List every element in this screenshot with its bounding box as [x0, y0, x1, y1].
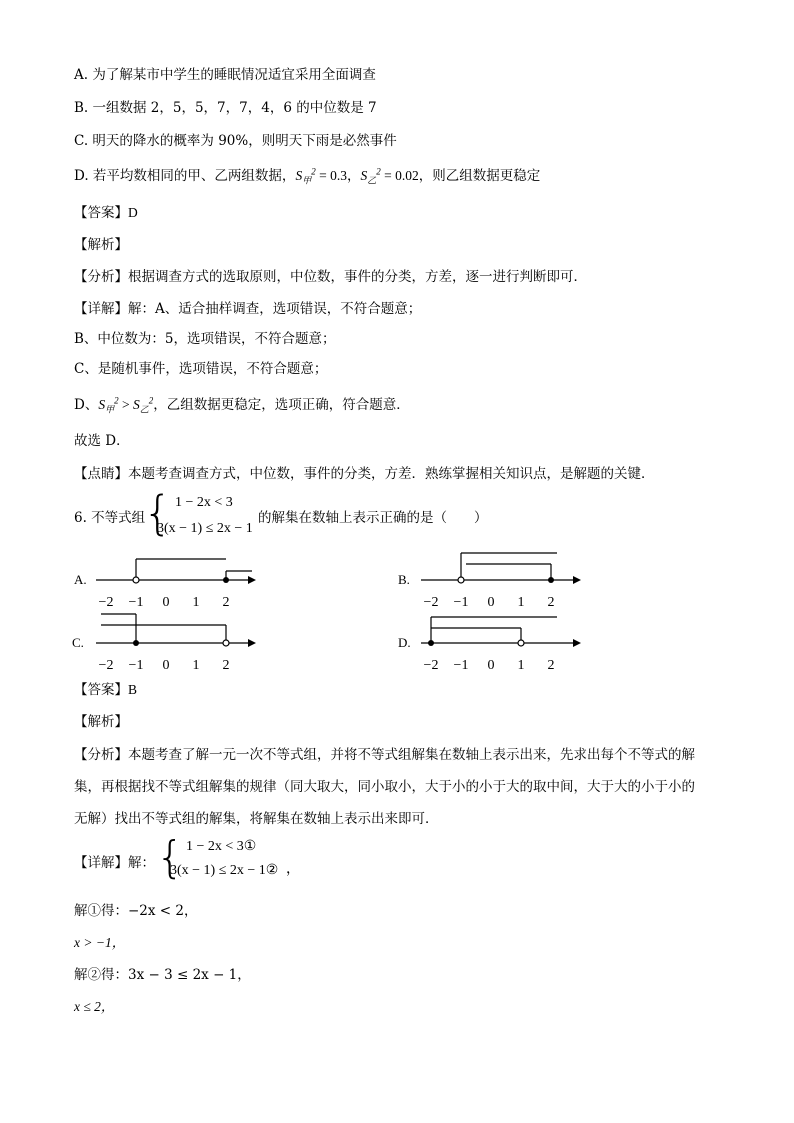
tick-label: 0: [487, 595, 495, 610]
detail-d-prefix: D、: [74, 397, 99, 413]
answer-value: D: [128, 205, 138, 220]
tick-label: 0: [487, 658, 495, 673]
tick-label: 0: [162, 595, 170, 610]
detail-d-suffix: ，乙组数据更稳定，选项正确，符合题意．: [153, 397, 410, 413]
variance-jia: $S_甲^2$: [295, 166, 316, 186]
q6-inequality-2: 3(x − 1) ≤ 2x − 1: [157, 521, 253, 536]
analysis-line-3: 无解）找出不等式组的解集，将解集在数轴上表示出来即可．: [74, 811, 439, 827]
analysis-summary-5: 【分析】根据调查方式的选取原则，中位数，事件的分类，方差，逐一进行判断即可．: [74, 269, 587, 285]
step-2: x > −1，: [74, 935, 126, 950]
tick-label: 1: [192, 658, 200, 673]
option-label-b: B.: [398, 572, 410, 587]
option-d-prefix: D. 若平均数相同的甲、乙两组数据，: [74, 168, 296, 184]
tick-label: 1: [517, 658, 525, 673]
option-label-a: A.: [74, 572, 87, 587]
tick-label: 2: [222, 658, 230, 673]
option-label-d: D.: [398, 635, 411, 650]
step-4: x ≤ 2，: [74, 999, 115, 1014]
answer-tag-6: 【答案】: [74, 682, 128, 698]
q6-stem-prefix: 6. 不等式组: [74, 510, 146, 526]
variance-yi: $S_乙^2$: [360, 166, 381, 186]
tick-label: −1: [453, 595, 469, 610]
step-3: 解②得：3x − 3 ≤ 2x − 1，: [74, 967, 251, 983]
tick-label-group: [99, 595, 555, 673]
tick-label: −2: [423, 658, 439, 673]
tick-label: −1: [453, 658, 469, 673]
analysis-line-1: 【分析】本题考查了解一元一次不等式组，并将不等式组解集在数轴上表示出来，先求出每个不等式的解: [74, 747, 695, 763]
tick-label: −2: [423, 595, 439, 610]
step-1: 解①得：−2x < 2，: [74, 903, 198, 919]
analysis-line-2: 集，再根据找不等式组解集的规律（同大取大，同小取小，大于小的小于大的取中间，大于大的小于小的: [74, 779, 695, 795]
q6-brace: {: [143, 486, 173, 540]
detail-a-5: 【详解】解：A、适合抽样调查，选项错误，不符合题意；: [74, 301, 422, 317]
tick-label: −2: [98, 595, 114, 610]
option-c: C. 明天的降水的概率为 90%，则明天下雨是必然事件: [74, 133, 397, 149]
detail-brace: {: [156, 832, 184, 883]
tick-label: 2: [222, 595, 230, 610]
tick-label: 2: [547, 595, 555, 610]
tick-label: −2: [98, 658, 114, 673]
detail-system-1: 1 − 2x < 3①: [186, 839, 257, 854]
answer-value-6: B: [128, 682, 138, 697]
tick-label: −1: [128, 595, 144, 610]
tick-label: −1: [128, 658, 144, 673]
option-d-suffix: ，则乙组数据更稳定: [418, 168, 541, 184]
detail-b-5: B、中位数为：5，选项错误，不符合题意；: [74, 331, 336, 347]
analysis-heading-6: 【解析】: [74, 714, 128, 730]
variance-jia-value: = 0.3，: [315, 168, 361, 183]
detail-system-2: 3(x − 1) ≤ 2x − 1②: [170, 863, 279, 878]
answer-line-6: [74, 681, 137, 699]
tick-label: 1: [192, 595, 200, 610]
detail-heading-6: 【详解】解：: [74, 855, 155, 871]
q6-inequality-1: 1 − 2x < 3: [175, 495, 233, 510]
q6-stem-suffix: 的解集在数轴上表示正确的是（ ）: [258, 510, 488, 526]
tick-label: 0: [162, 658, 170, 673]
variance-yi-value: = 0.02: [380, 168, 419, 183]
detail-c-5: C、是随机事件，选项错误，不符合题意；: [74, 361, 328, 377]
option-a: A. 为了解某市中学生的睡眠情况适宜采用全面调查: [74, 67, 376, 83]
detail-system-comma: ，: [286, 862, 300, 877]
key-point-5: 【点睛】本题考查调查方式，中位数，事件的分类，方差．熟练掌握相关知识点，是解题的关键．: [74, 466, 655, 482]
conclusion-5: 故选 D．: [74, 433, 130, 449]
option-label-c: C.: [72, 635, 84, 650]
tick-label: 1: [517, 595, 525, 610]
tick-label: 2: [547, 658, 555, 673]
answer-tag: 【答案】: [74, 205, 128, 221]
variance-compare: $S_甲^2 > S_乙^2$: [98, 395, 154, 415]
option-b: B. 一组数据 2，5，5，7，7，4，6 的中位数是 7: [74, 100, 377, 116]
analysis-heading-5: 【解析】: [74, 237, 128, 253]
